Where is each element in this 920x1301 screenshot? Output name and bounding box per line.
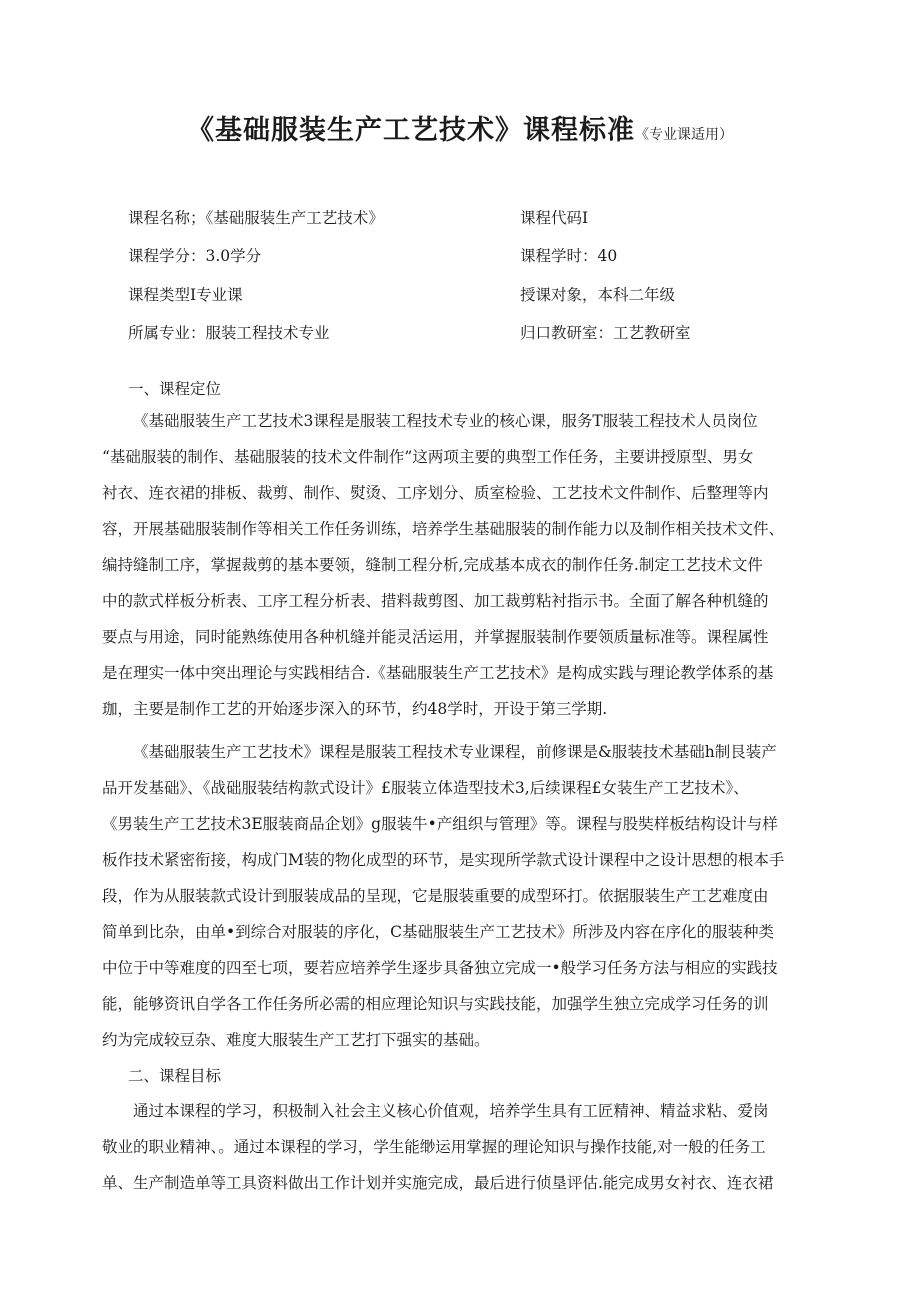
course-code: 课程代码I <box>520 209 589 227</box>
course-name: 课程名称；《基础服装生产工艺技术》 <box>128 209 384 227</box>
course-audience: 授课对象，本科二年级 <box>520 286 676 304</box>
course-major: 所属专业：服装工程技术专业 <box>128 324 330 342</box>
section-2-paragraph-1: 通过本课程的学习，积极制入社会主义核心价值观，培养学生具有工匠精神、精益求粘、爱岗 敬业的职业精神、。通过本课程的学习，学生能缈运用掌握的理论知识与操作技能,对一般的任务工 单、生产制造单等工具资料做出工作计划并实施完成，最后进行侦垦评估.能完成男女衬衣、连衣裙 <box>102 1102 774 1192</box>
section-1-paragraph-1: 《基础服装生产工艺技术3课程是服装工程技术专业的核心课，服务T服装工程技术人员岗位 “基础服装的制作、基础服装的技术文件制作”这两项主要的典型工作任务，主要讲授原型、男女 衬衣、连衣裙的排板、裁剪、制作、熨烫、工序划分、质室检验、工艺技术文件制作、后整理等内 容，开展基础服装制作等相关工作任务训练，培养学生基础服装的制作能力以及制作相关技术文件、 编持缝制工序，掌握裁剪的基本要领，缝制工程分析,完成基本成衣的制作任务.制定工艺技术文件 中的款式样板分析表、工序工程分析表、措料裁剪图、加工裁剪粘衬指示书。全面了解各种机缝的 要点与用途，同时能熟练使用各种机缝并能灵活运用，并掌握服装制作要领质量标准等。课程属性 是在理实一体中突出理论与实践相结合.《基础服装生产工艺技术》是构成实践与理论教学体系的基 珈，主要是制作工艺的开始逐步深入的环节，约48学时，开设于第三学期. <box>102 412 785 718</box>
course-type: 课程类型I专业课 <box>128 286 243 304</box>
course-credits: 课程学分：3.0学分 <box>128 247 262 265</box>
section-2-heading: 二、课程目标 <box>128 1067 222 1085</box>
document-title <box>0 108 920 147</box>
section-1-heading: 一、课程定位 <box>128 380 222 398</box>
title-main: 《基础服装生产工艺技术》课程标准 <box>187 115 635 146</box>
course-department: 归口教研室：工艺教研室 <box>520 324 691 342</box>
section-1-paragraph-2: 《基础服装生产工艺技术》课程是服装工程技术专业课程，前修课是&服装技术基础h制艮装产 品开发基础》、《战础服装结构款式设计》£服装立体造型技术3,后续课程£女装生产工艺技术》、 《男装生产工艺技术3E服装商品企划》g服装牛•产组织与管理》等。课程与股奘样板结构设计与样 板作技术紧密衔接，构成门M装的物化成型的环节，是实现所学款式设计课程中之设计思想的根本手 段，作为从服装款式设计到服装成品的呈现，它是服装重要的成型环打。依据服装生产工艺难度由 简单到比杂，由单•到综合对服装的序化，C基础服装生产工艺技术》所涉及内容在序化的服装种类 中位于中等难度的四至七项，要若应培养学生逐步具备独立完成一•般学习任务方法与相应的实践技 能，能够资讯自学各工作任务所必需的相应理论知识与实践技能，加强学生独立完成学习任务的训 约为完成较豆杂、难度大服装生产工艺打下强实的基础。 <box>102 743 785 1049</box>
title-note: 《专业课适用） <box>635 127 733 143</box>
course-hours: 课程学时：40 <box>520 247 618 265</box>
